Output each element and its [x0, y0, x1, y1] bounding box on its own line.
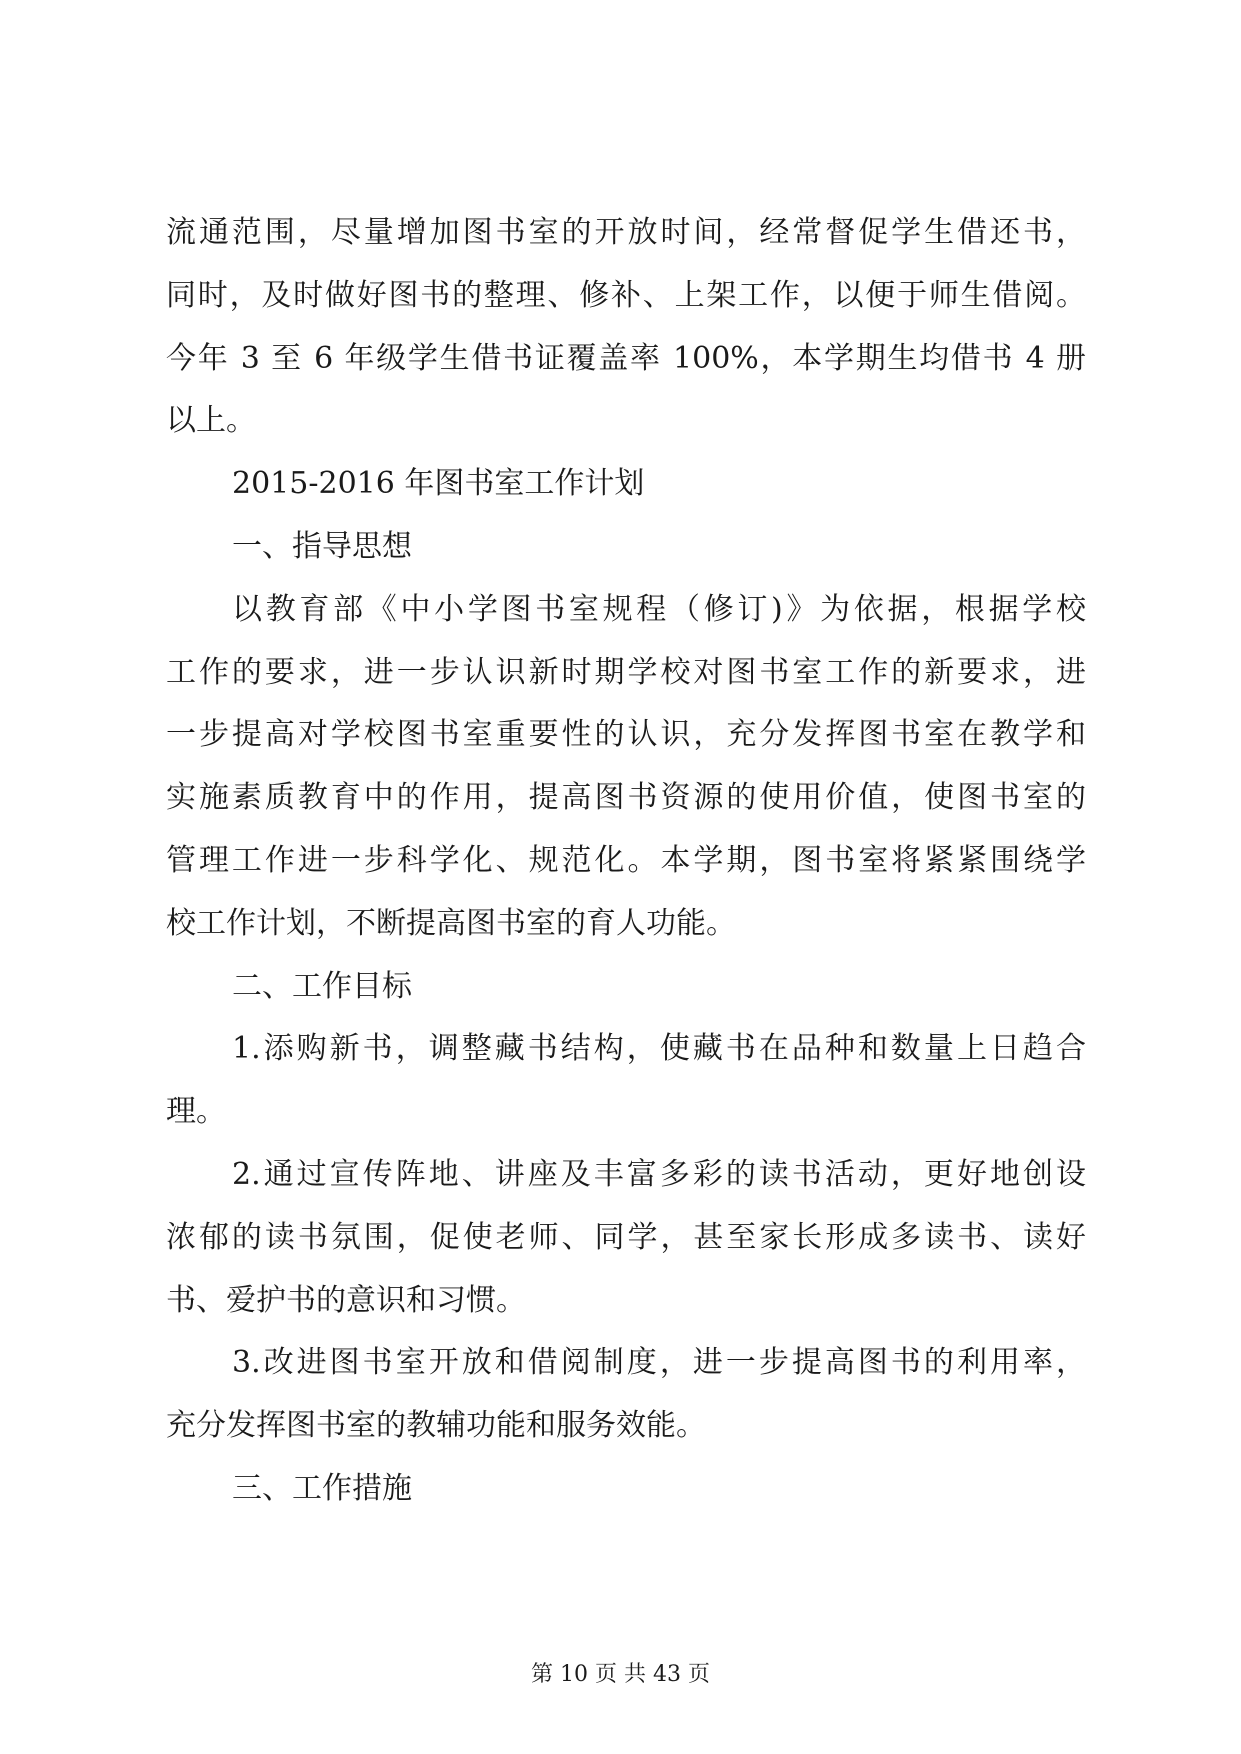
text-line: 管理工作进一步科学化、规范化。本学期，图书室将紧紧围绕学	[166, 842, 1086, 878]
text-line: 工作的要求，进一步认识新时期学校对图书室工作的新要求，进	[166, 654, 1086, 690]
section-title: 2015-2016 年图书室工作计划	[232, 466, 645, 502]
text-line: 3.改进图书室开放和借阅制度，进一步提高图书的利用率，	[232, 1345, 1086, 1381]
section-heading: 二、工作目标	[232, 968, 412, 1004]
text-line: 书、爱护书的意识和习惯。	[166, 1282, 526, 1318]
text-line: 以教育部《中小学图书室规程（修订)》为依据，根据学校	[232, 591, 1086, 627]
text-line: 1.添购新书，调整藏书结构，使藏书在品种和数量上日趋合	[232, 1031, 1086, 1067]
text-line: 一步提高对学校图书室重要性的认识，充分发挥图书室在教学和	[166, 717, 1086, 753]
body-text	[166, 202, 1086, 1521]
text-line: 今年 3 至 6 年级学生借书证覆盖率 100%，本学期生均借书 4 册	[166, 340, 1086, 376]
page-number-footer: 第 10 页 共 43 页	[531, 1662, 710, 1687]
text-line: 浓郁的读书氛围，促使老师、同学，甚至家长形成多读书、读好	[166, 1219, 1086, 1255]
text-line: 以上。	[166, 403, 256, 439]
text-line: 流通范围，尽量增加图书室的开放时间，经常督促学生借还书，	[166, 215, 1086, 250]
section-heading: 一、指导思想	[232, 528, 412, 564]
section-heading: 三、工作措施	[232, 1470, 412, 1506]
text-line: 实施素质教育中的作用，提高图书资源的使用价值，使图书室的	[166, 780, 1086, 816]
text-line: 校工作计划，不断提高图书室的育人功能。	[166, 905, 736, 941]
text-line: 2.通过宣传阵地、讲座及丰富多彩的读书活动，更好地创设	[232, 1156, 1086, 1192]
text-line: 理。	[166, 1094, 226, 1130]
text-line: 充分发挥图书室的教辅功能和服务效能。	[166, 1408, 706, 1444]
text-line: 同时，及时做好图书的整理、修补、上架工作，以便于师生借阅。	[166, 277, 1086, 313]
